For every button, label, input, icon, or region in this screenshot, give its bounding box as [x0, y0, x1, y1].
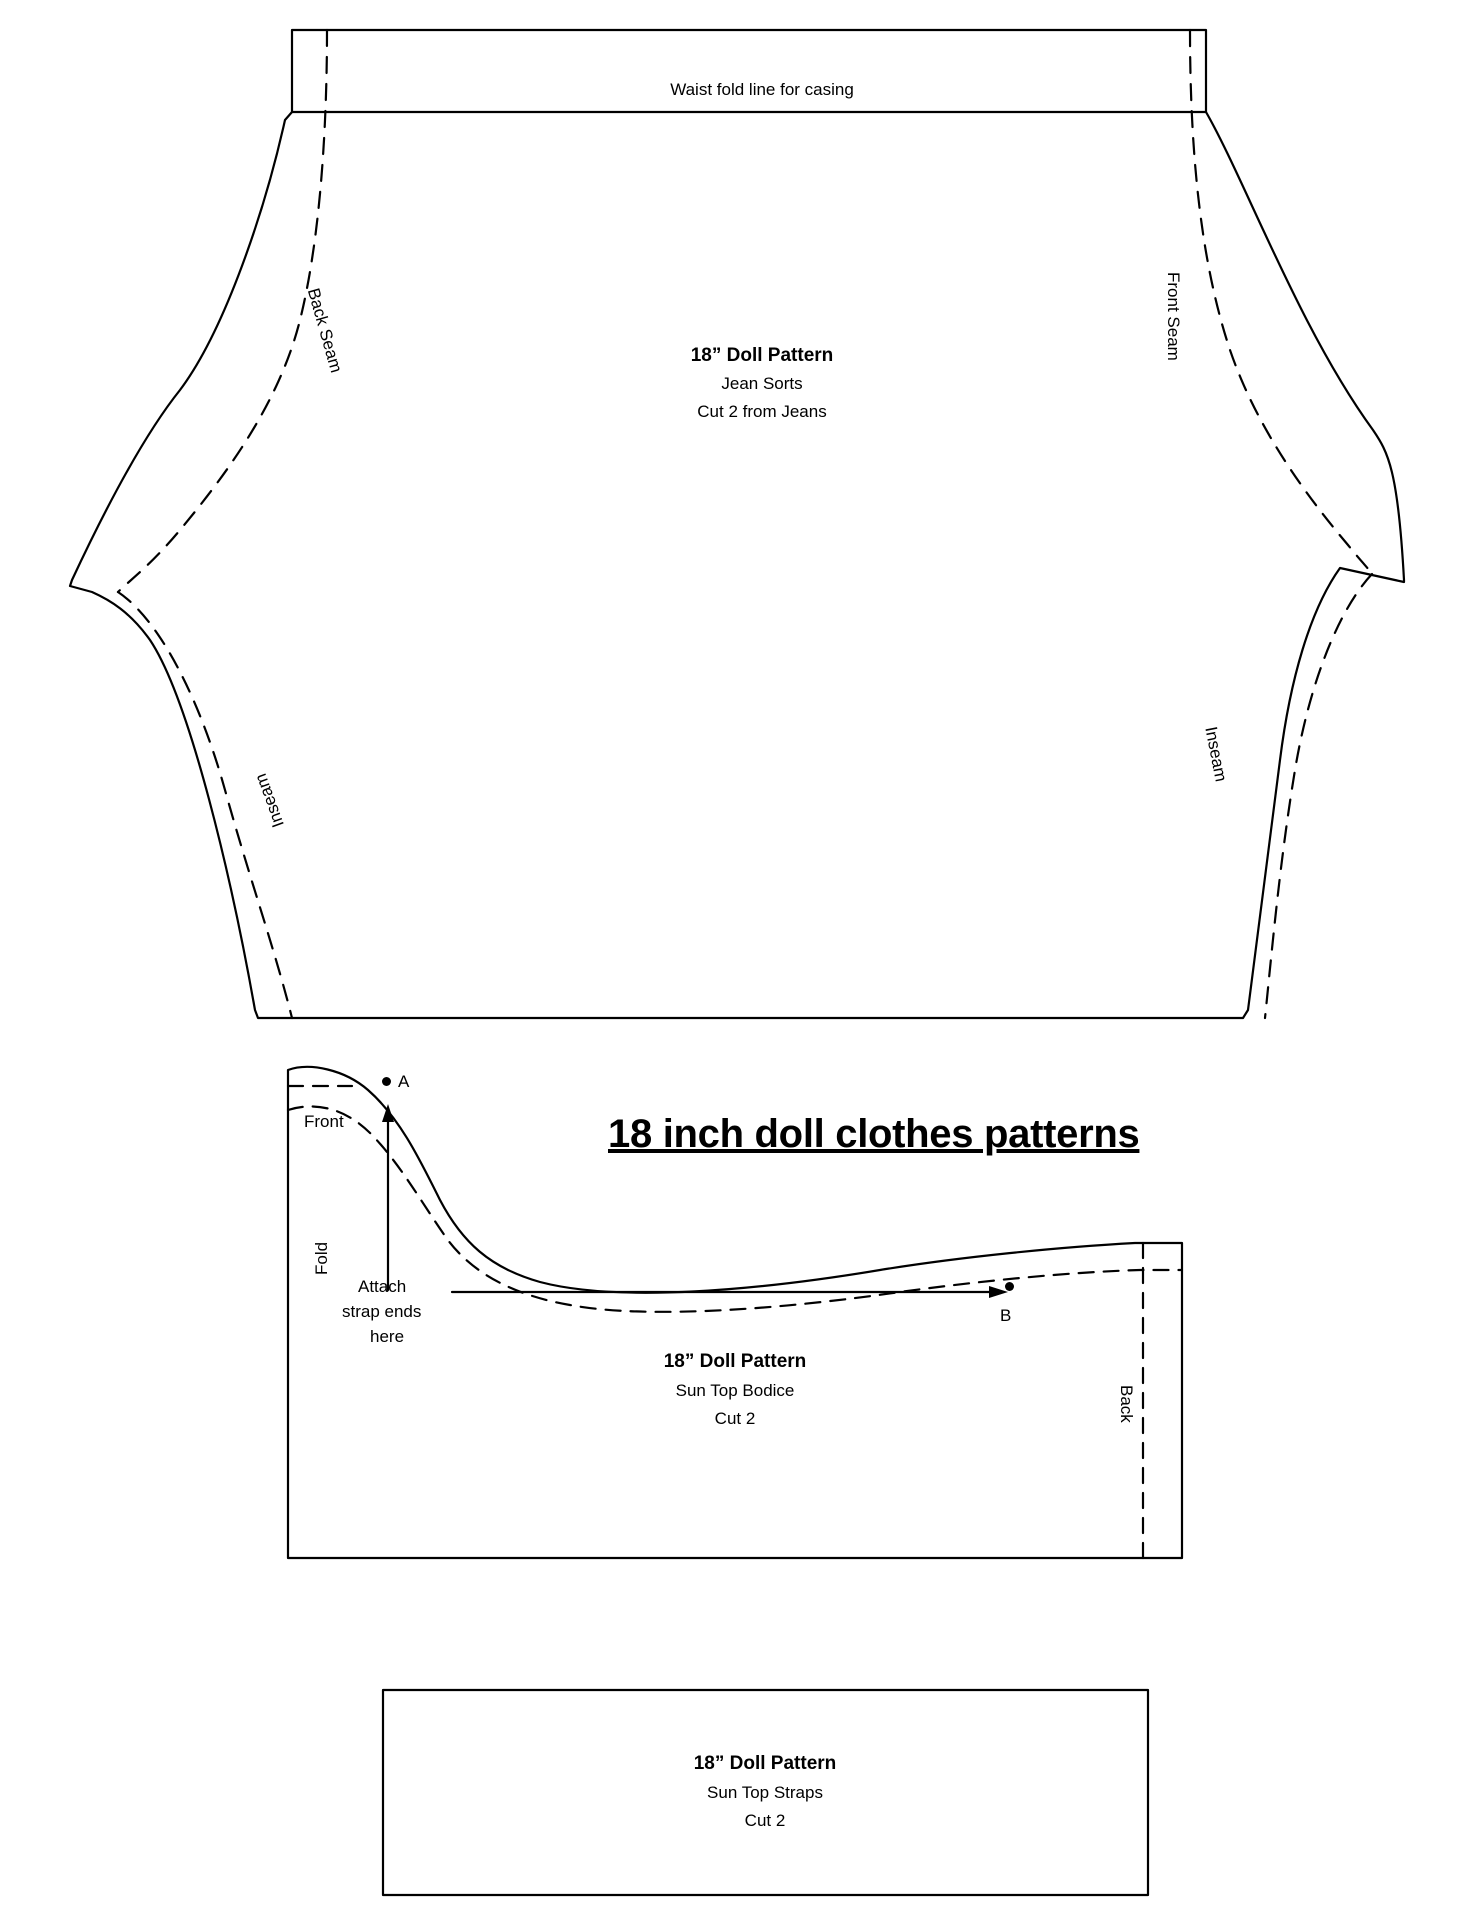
- fold-label: Fold: [312, 1241, 331, 1275]
- shorts-subtitle: Jean Sorts: [721, 374, 803, 393]
- straps-title: 18” Doll Pattern: [693, 1753, 837, 1774]
- point-b-dot: [1005, 1282, 1014, 1291]
- back-seam-label: Back Seam: [303, 286, 346, 375]
- back-label: Back: [1117, 1385, 1136, 1423]
- inseam-left-label: Inseam: [250, 771, 288, 830]
- shorts-seam-lines: [118, 30, 1372, 1018]
- waist-fold-label: Waist fold line for casing: [670, 80, 854, 99]
- attach-note-line3: here: [370, 1327, 405, 1346]
- bodice-cut-note: Cut 2: [714, 1409, 756, 1428]
- attach-note-line1: Attach: [358, 1277, 407, 1296]
- point-b-label: B: [1000, 1306, 1012, 1325]
- inseam-right-label: Inseam: [1201, 725, 1231, 784]
- straps-cut-note: Cut 2: [744, 1811, 786, 1830]
- attach-arrow-a: [382, 1104, 394, 1290]
- point-a-dot: [382, 1077, 391, 1086]
- front-label: Front: [304, 1112, 344, 1131]
- front-seam-label: Front Seam: [1164, 272, 1183, 361]
- bodice-title: 18” Doll Pattern: [663, 1351, 807, 1372]
- bodice-subtitle: Sun Top Bodice: [675, 1381, 795, 1400]
- shorts-outline: [70, 30, 1404, 1018]
- attach-note-line2: strap ends: [342, 1302, 422, 1321]
- straps-subtitle: Sun Top Straps: [707, 1783, 823, 1802]
- shorts-title: 18” Doll Pattern: [690, 345, 834, 366]
- shorts-cut-note: Cut 2 from Jeans: [697, 402, 827, 421]
- page-heading: 18 inch doll clothes patterns: [608, 1112, 1140, 1156]
- point-a-label: A: [398, 1072, 410, 1091]
